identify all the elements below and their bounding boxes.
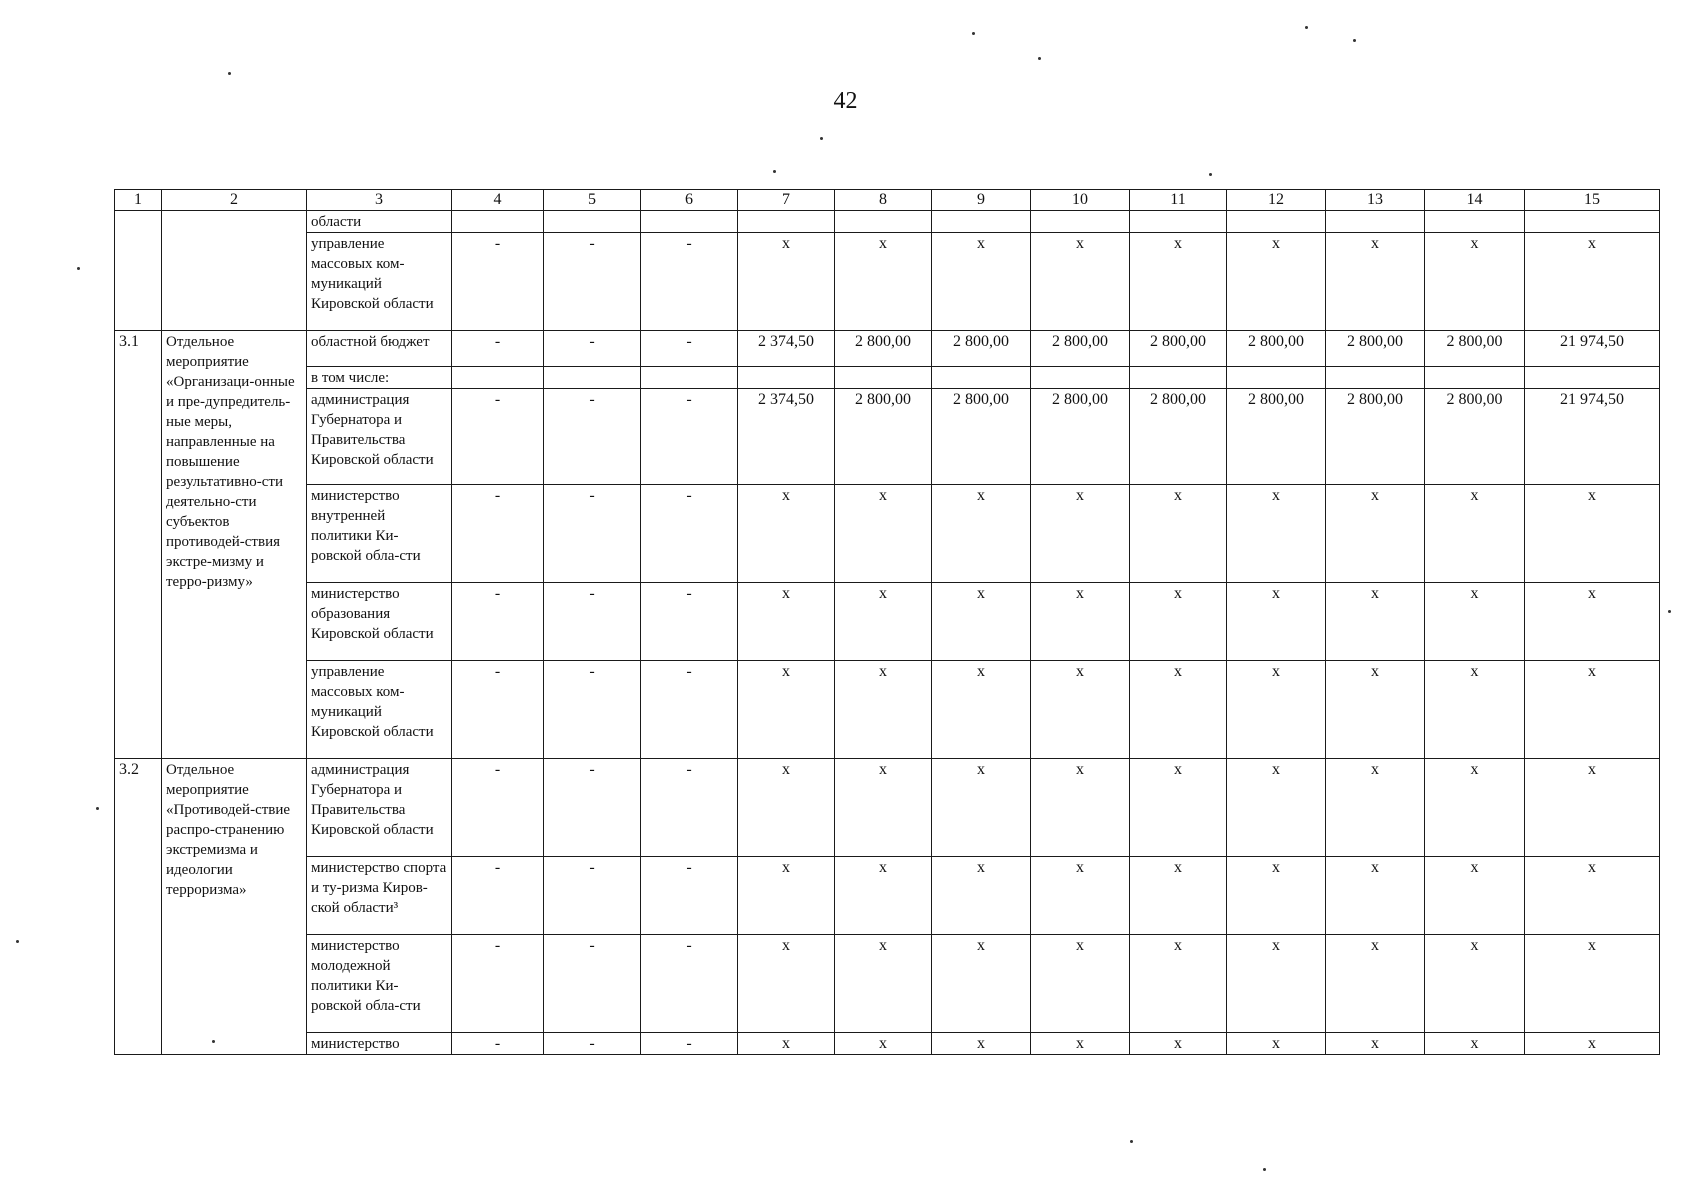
- value-cell-col-14: x: [1425, 1033, 1525, 1055]
- value-cell-col-11: x: [1130, 485, 1227, 583]
- value-cell-col-5: -: [544, 759, 641, 857]
- value-cell-col-8: x: [835, 661, 932, 759]
- scan-speck: [77, 267, 80, 270]
- measure-title: Отдельное мероприятие «Организаци-онные и пре-дупредитель-ные меры, направленные на повышение результативно-сти деятельно-сти субъектов противодей-ствия экстре-мизму и терро-ризму»: [162, 331, 307, 759]
- executor-cell: в том числе:: [307, 367, 452, 389]
- value-cell-col-11: [1130, 211, 1227, 233]
- value-cell-col-15: [1525, 211, 1660, 233]
- value-cell-col-8: x: [835, 233, 932, 331]
- executor-cell: областной бюджет: [307, 331, 452, 367]
- value-cell-col-6: -: [641, 485, 738, 583]
- column-header-10: 10: [1031, 190, 1130, 211]
- column-header-9: 9: [932, 190, 1031, 211]
- value-cell-col-12: [1227, 367, 1326, 389]
- budget-table: [114, 189, 1660, 1055]
- value-cell-col-13: [1326, 367, 1425, 389]
- column-header-6: 6: [641, 190, 738, 211]
- table-row: [115, 1033, 1660, 1055]
- value-cell-col-8: x: [835, 857, 932, 935]
- value-cell-col-13: x: [1326, 1033, 1425, 1055]
- value-cell-col-4: -: [452, 857, 544, 935]
- value-cell-col-14: [1425, 211, 1525, 233]
- value-cell-col-6: -: [641, 759, 738, 857]
- value-cell-col-11: 2 800,00: [1130, 331, 1227, 367]
- value-cell-col-11: x: [1130, 857, 1227, 935]
- scan-speck: [16, 940, 19, 943]
- executor-cell: области: [307, 211, 452, 233]
- value-cell-col-10: [1031, 367, 1130, 389]
- budget-table-container: [114, 189, 1659, 1055]
- executor-cell: министерство молодежной политики Ки-ровской обла-сти: [307, 935, 452, 1033]
- scan-speck: [1263, 1168, 1266, 1171]
- value-cell-col-10: x: [1031, 857, 1130, 935]
- value-cell-col-11: x: [1130, 583, 1227, 661]
- value-cell-col-5: [544, 211, 641, 233]
- value-cell-col-8: x: [835, 583, 932, 661]
- value-cell-col-10: x: [1031, 935, 1130, 1033]
- value-cell-col-13: x: [1326, 759, 1425, 857]
- value-cell-col-8: 2 800,00: [835, 389, 932, 485]
- value-cell-col-8: x: [835, 935, 932, 1033]
- value-cell-col-11: x: [1130, 233, 1227, 331]
- value-cell-col-6: -: [641, 389, 738, 485]
- value-cell-col-13: x: [1326, 485, 1425, 583]
- value-cell-col-10: x: [1031, 485, 1130, 583]
- value-cell-col-6: -: [641, 331, 738, 367]
- value-cell-col-15: x: [1525, 661, 1660, 759]
- value-cell-col-9: x: [932, 583, 1031, 661]
- value-cell-col-6: -: [641, 1033, 738, 1055]
- value-cell-col-4: [452, 211, 544, 233]
- scan-speck: [212, 1040, 215, 1043]
- value-cell-col-5: -: [544, 857, 641, 935]
- value-cell-col-10: x: [1031, 233, 1130, 331]
- value-cell-col-7: x: [738, 233, 835, 331]
- column-header-4: 4: [452, 190, 544, 211]
- executor-cell: министерство внутренней политики Ки-ровской обла-сти: [307, 485, 452, 583]
- value-cell-col-4: [452, 367, 544, 389]
- value-cell-col-5: -: [544, 331, 641, 367]
- value-cell-col-12: 2 800,00: [1227, 389, 1326, 485]
- executor-cell: министерство: [307, 1033, 452, 1055]
- value-cell-col-10: x: [1031, 583, 1130, 661]
- value-cell-col-4: -: [452, 233, 544, 331]
- column-header-1: 1: [115, 190, 162, 211]
- table-row: [115, 935, 1660, 1033]
- value-cell-col-7: x: [738, 583, 835, 661]
- value-cell-col-7: x: [738, 1033, 835, 1055]
- value-cell-col-12: x: [1227, 661, 1326, 759]
- value-cell-col-15: x: [1525, 233, 1660, 331]
- value-cell-col-15: 21 974,50: [1525, 389, 1660, 485]
- value-cell-col-5: -: [544, 1033, 641, 1055]
- table-row: [115, 331, 1660, 367]
- scan-speck: [1209, 173, 1212, 176]
- scan-speck: [228, 72, 231, 75]
- value-cell-col-8: 2 800,00: [835, 331, 932, 367]
- value-cell-col-4: -: [452, 935, 544, 1033]
- value-cell-col-12: x: [1227, 485, 1326, 583]
- value-cell-col-14: x: [1425, 583, 1525, 661]
- scan-speck: [820, 137, 823, 140]
- value-cell-col-14: 2 800,00: [1425, 331, 1525, 367]
- value-cell-col-8: [835, 211, 932, 233]
- value-cell-col-8: x: [835, 1033, 932, 1055]
- value-cell-col-10: [1031, 211, 1130, 233]
- value-cell-col-7: x: [738, 485, 835, 583]
- value-cell-col-12: 2 800,00: [1227, 331, 1326, 367]
- value-cell-col-13: [1326, 211, 1425, 233]
- column-header-11: 11: [1130, 190, 1227, 211]
- value-cell-col-9: x: [932, 661, 1031, 759]
- value-cell-col-9: x: [932, 935, 1031, 1033]
- value-cell-col-10: x: [1031, 759, 1130, 857]
- executor-cell: управление массовых ком-муникаций Кировской области: [307, 661, 452, 759]
- value-cell-col-9: x: [932, 485, 1031, 583]
- column-header-8: 8: [835, 190, 932, 211]
- value-cell-col-14: [1425, 367, 1525, 389]
- value-cell-col-14: x: [1425, 935, 1525, 1033]
- table-row: [115, 233, 1660, 331]
- column-header-14: 14: [1425, 190, 1525, 211]
- column-header-5: 5: [544, 190, 641, 211]
- page-number: 42: [833, 88, 858, 114]
- value-cell-col-5: -: [544, 485, 641, 583]
- table-header: [115, 190, 1660, 211]
- value-cell-col-14: x: [1425, 759, 1525, 857]
- section-number: 3.1: [115, 331, 162, 759]
- value-cell-col-15: x: [1525, 485, 1660, 583]
- column-header-15: 15: [1525, 190, 1660, 211]
- value-cell-col-12: x: [1227, 935, 1326, 1033]
- value-cell-col-11: x: [1130, 661, 1227, 759]
- value-cell-col-5: -: [544, 389, 641, 485]
- value-cell-col-13: x: [1326, 661, 1425, 759]
- column-header-7: 7: [738, 190, 835, 211]
- value-cell-col-5: -: [544, 233, 641, 331]
- value-cell-col-7: 2 374,50: [738, 331, 835, 367]
- value-cell-col-12: x: [1227, 233, 1326, 331]
- value-cell-col-4: -: [452, 1033, 544, 1055]
- value-cell-col-9: [932, 211, 1031, 233]
- value-cell-col-15: 21 974,50: [1525, 331, 1660, 367]
- column-header-12: 12: [1227, 190, 1326, 211]
- value-cell-col-7: x: [738, 661, 835, 759]
- value-cell-col-13: 2 800,00: [1326, 331, 1425, 367]
- value-cell-col-14: x: [1425, 233, 1525, 331]
- value-cell-col-6: -: [641, 661, 738, 759]
- value-cell-col-9: x: [932, 1033, 1031, 1055]
- scan-speck: [1130, 1140, 1133, 1143]
- value-cell-col-7: x: [738, 935, 835, 1033]
- value-cell-col-10: 2 800,00: [1031, 389, 1130, 485]
- value-cell-col-5: -: [544, 935, 641, 1033]
- value-cell-col-15: x: [1525, 1033, 1660, 1055]
- value-cell-col-7: [738, 367, 835, 389]
- value-cell-col-12: [1227, 211, 1326, 233]
- value-cell-col-5: -: [544, 661, 641, 759]
- value-cell-col-5: -: [544, 583, 641, 661]
- value-cell-col-15: x: [1525, 759, 1660, 857]
- value-cell-col-11: x: [1130, 759, 1227, 857]
- value-cell-col-11: [1130, 367, 1227, 389]
- value-cell-col-12: x: [1227, 759, 1326, 857]
- section-number: 3.2: [115, 759, 162, 1055]
- value-cell-col-4: -: [452, 583, 544, 661]
- value-cell-col-8: [835, 367, 932, 389]
- value-cell-col-14: x: [1425, 661, 1525, 759]
- measure-title: Отдельное мероприятие «Противодей-ствие распро-странению экстремизма и идеологии терроризма»: [162, 759, 307, 1055]
- value-cell-col-14: x: [1425, 485, 1525, 583]
- value-cell-col-13: x: [1326, 935, 1425, 1033]
- header-row: [115, 190, 1660, 211]
- table-row: [115, 857, 1660, 935]
- value-cell-col-10: x: [1031, 661, 1130, 759]
- value-cell-col-9: x: [932, 233, 1031, 331]
- scan-speck: [1305, 26, 1308, 29]
- executor-cell: администрация Губернатора и Правительства Кировской области: [307, 759, 452, 857]
- scan-speck: [1038, 57, 1041, 60]
- value-cell-col-4: -: [452, 759, 544, 857]
- value-cell-col-12: x: [1227, 583, 1326, 661]
- value-cell-col-13: 2 800,00: [1326, 389, 1425, 485]
- scan-speck: [96, 807, 99, 810]
- value-cell-col-7: x: [738, 759, 835, 857]
- measure-title: [162, 211, 307, 331]
- table-row: [115, 389, 1660, 485]
- value-cell-col-15: [1525, 367, 1660, 389]
- value-cell-col-11: x: [1130, 935, 1227, 1033]
- value-cell-col-6: [641, 211, 738, 233]
- column-header-2: 2: [162, 190, 307, 211]
- value-cell-col-13: x: [1326, 857, 1425, 935]
- value-cell-col-7: x: [738, 857, 835, 935]
- executor-cell: управление массовых ком-муникаций Кировской области: [307, 233, 452, 331]
- value-cell-col-4: -: [452, 389, 544, 485]
- table-row: [115, 759, 1660, 857]
- value-cell-col-15: x: [1525, 583, 1660, 661]
- value-cell-col-11: x: [1130, 1033, 1227, 1055]
- value-cell-col-9: 2 800,00: [932, 331, 1031, 367]
- value-cell-col-9: [932, 367, 1031, 389]
- value-cell-col-9: 2 800,00: [932, 389, 1031, 485]
- executor-cell: министерство образования Кировской области: [307, 583, 452, 661]
- scan-speck: [773, 170, 776, 173]
- value-cell-col-15: x: [1525, 935, 1660, 1033]
- value-cell-col-6: -: [641, 935, 738, 1033]
- column-header-13: 13: [1326, 190, 1425, 211]
- value-cell-col-6: -: [641, 583, 738, 661]
- value-cell-col-11: 2 800,00: [1130, 389, 1227, 485]
- value-cell-col-5: [544, 367, 641, 389]
- value-cell-col-12: x: [1227, 1033, 1326, 1055]
- value-cell-col-4: -: [452, 485, 544, 583]
- scan-speck: [1668, 610, 1671, 613]
- table-row: [115, 485, 1660, 583]
- value-cell-col-7: 2 374,50: [738, 389, 835, 485]
- value-cell-col-6: -: [641, 857, 738, 935]
- executor-cell: министерство спорта и ту-ризма Киров-ской области³: [307, 857, 452, 935]
- table-body: [115, 211, 1660, 1055]
- value-cell-col-6: -: [641, 233, 738, 331]
- value-cell-col-14: 2 800,00: [1425, 389, 1525, 485]
- value-cell-col-7: [738, 211, 835, 233]
- scan-speck: [1353, 39, 1356, 42]
- table-row: [115, 661, 1660, 759]
- table-row: [115, 211, 1660, 233]
- value-cell-col-9: x: [932, 759, 1031, 857]
- value-cell-col-10: 2 800,00: [1031, 331, 1130, 367]
- value-cell-col-13: x: [1326, 233, 1425, 331]
- section-number: [115, 211, 162, 331]
- value-cell-col-10: x: [1031, 1033, 1130, 1055]
- value-cell-col-4: -: [452, 661, 544, 759]
- column-header-3: 3: [307, 190, 452, 211]
- value-cell-col-8: x: [835, 485, 932, 583]
- value-cell-col-9: x: [932, 857, 1031, 935]
- value-cell-col-8: x: [835, 759, 932, 857]
- executor-cell: администрация Губернатора и Правительства Кировской области: [307, 389, 452, 485]
- value-cell-col-15: x: [1525, 857, 1660, 935]
- value-cell-col-13: x: [1326, 583, 1425, 661]
- scan-speck: [972, 32, 975, 35]
- value-cell-col-12: x: [1227, 857, 1326, 935]
- table-row: [115, 583, 1660, 661]
- value-cell-col-14: x: [1425, 857, 1525, 935]
- table-row: [115, 367, 1660, 389]
- value-cell-col-6: [641, 367, 738, 389]
- value-cell-col-4: -: [452, 331, 544, 367]
